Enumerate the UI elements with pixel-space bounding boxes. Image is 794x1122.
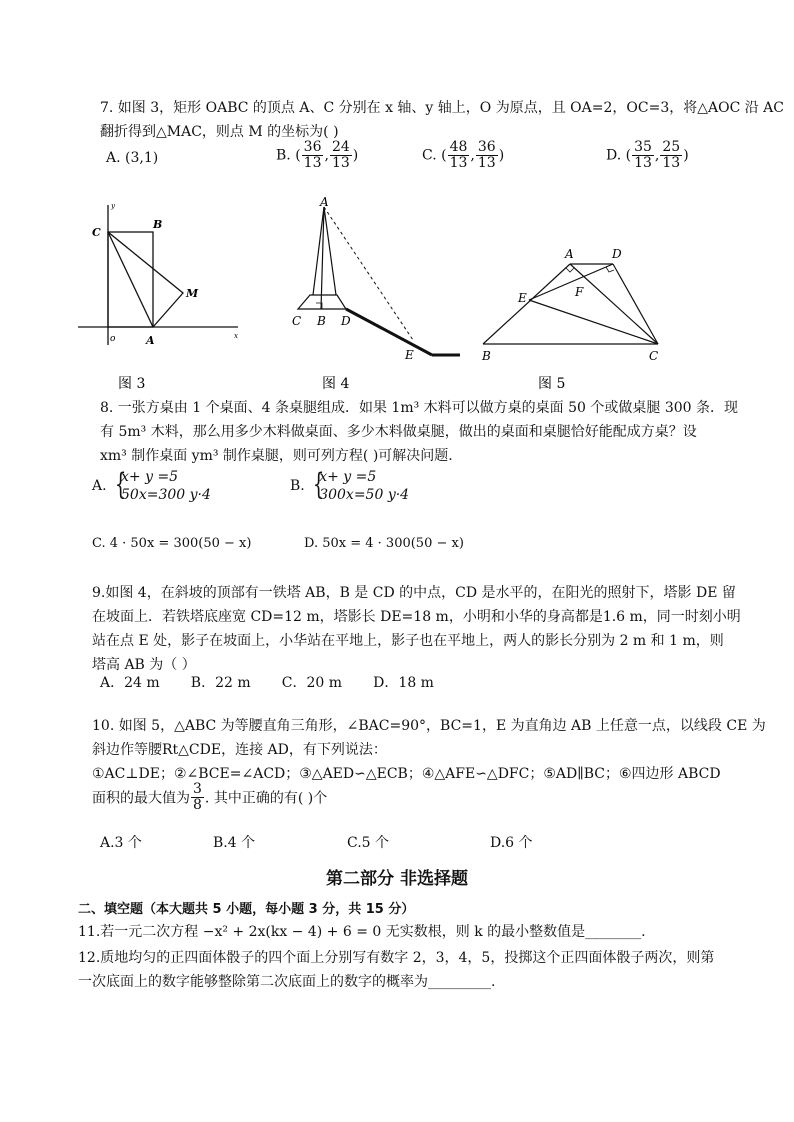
q8-line1: 8. 一张方桌由 1 个桌面、4 条桌腿组成．如果 1m³ 木料可以做方桌的桌面 50 个或做桌腿 300 条．现 <box>100 400 739 416</box>
section-fill-in-title: 二、填空题（本大题共 5 小题，每小题 3 分，共 15 分） <box>78 902 415 917</box>
q10-line4: 面积的最大值为 $\frac{3}{8}$ . 其中正确的有( )个 <box>92 781 328 813</box>
q7-option-a: A. (3,1) <box>106 150 159 166</box>
q12-line2: 一次底面上的数字能够整除第二次底面上的数字的概率为_________. <box>78 974 496 990</box>
fig5-label-e: E <box>518 291 527 305</box>
fig3-caption: 图 3 <box>118 376 146 392</box>
q10-option-c: C.5 个 <box>347 835 390 851</box>
q8-option-a-label: A. <box>92 478 107 494</box>
q7-c-frac1: $\frac{48}{13}$ <box>449 139 468 171</box>
fig5-label-c: C <box>649 349 659 363</box>
q10-line3: ①AC⊥DE；②∠BCE=∠ACD；③△AED∽△ECB；④△AFE∽△DFC；⑤AD∥BC；⑥四边形 ABCD <box>92 766 721 782</box>
q8-line2: 有 5m³ 木料，那么用多少木料做桌面、多少木料做桌腿，做出的桌面和桌腿恰好能配成方桌？设 <box>100 424 697 440</box>
fig4-label-e: E <box>405 348 414 362</box>
q11: 11.若一元二次方程 −x² + 2x(kx − 4) + 6 = 0 无实数根，则 k 的最小整数值是________. <box>78 924 646 940</box>
fig5-label-b: B <box>482 349 491 363</box>
q10-line2: 斜边作等腰Rt△CDE，连接 AD，有下列说法： <box>92 742 387 758</box>
q10-option-d: D.6 个 <box>490 835 533 851</box>
q7-option-d-label: D. ( <box>606 147 632 164</box>
fig5-right-angle-a <box>566 268 574 272</box>
q7-line1: 7. 如图 3，矩形 OABC 的顶点 A、C 分别在 x 轴、y 轴上，O 为原点，且 OA=2，OC=3，将△AOC 沿 AC <box>100 100 785 116</box>
q7-c-frac2: $\frac{36}{13}$ <box>477 139 496 171</box>
figures-row <box>0 190 794 392</box>
q9-line2: 在坡面上．若铁塔底座宽 CD=12 m，塔影长 DE=18 m，小明和小华的身高都是1.6 m，同一时刻小明 <box>92 609 741 625</box>
q10-option-a: A.3 个 <box>100 835 142 851</box>
q11-text: 11.若一元二次方程 −x² + 2x(kx − 4) + 6 = 0 无实数根，则 k 的最小整数值是 <box>78 924 586 940</box>
q7-option-b-label: B. ( <box>276 147 301 164</box>
brace-icon: { <box>114 467 127 502</box>
fig4-label-d: D <box>341 314 351 328</box>
fig4-tower-right <box>324 207 336 295</box>
fig3-label-o: o <box>110 334 116 344</box>
fig5-right-angle-d <box>606 267 614 272</box>
fig5-caption: 图 5 <box>538 376 566 392</box>
q7-option-d: D. ( $\frac{35}{13}$ , $\frac{25}{13}$ ) <box>606 139 689 171</box>
q8-option-c: C. 4 · 50x = 300(50 − x) <box>92 536 252 551</box>
q11-answer-blank[interactable]: ________ <box>585 924 642 940</box>
q7-d-frac2: $\frac{25}{13}$ <box>662 139 681 171</box>
q8-option-a-system: { x+ y =5 50x=300 y·4 <box>114 467 211 503</box>
q7-b-frac2: $\frac{24}{13}$ <box>331 139 350 171</box>
q8-option-b-system: { x+ y =5 300x=50 y·4 <box>313 467 410 503</box>
q9-options: A．24 m B．22 m C．20 m D．18 m <box>100 675 434 691</box>
figure-4 <box>298 207 460 355</box>
fig4-shadow-de <box>346 309 432 355</box>
fig3-diagonal-ac <box>108 232 153 327</box>
q9-line1: 9.如图 4，在斜坡的顶部有一铁塔 AB，B 是 CD 的中点，CD 是水平的，在阳光的照射下，塔影 DE 留 <box>92 585 736 601</box>
fig4-label-b: B <box>317 314 326 328</box>
q8-option-d: D. 50x = 4 · 300(50 − x) <box>304 536 464 551</box>
part2-title: 第二部分 非选择题 <box>326 869 468 889</box>
fig3-label-m: M <box>186 287 199 300</box>
q7-option-c-label: C. ( <box>422 147 447 164</box>
q10-option-b: B.4 个 <box>213 835 256 851</box>
q9-line3: 站在点 E 处，影子在坡面上，小华站在平地上，影子也在平地上，两人的影长分别为 2 m 和 1 m，则 <box>92 633 724 649</box>
q7-d-frac1: $\frac{35}{13}$ <box>634 139 652 171</box>
fig3-label-b: B <box>153 218 163 231</box>
fig5-segment-dc <box>613 264 658 344</box>
fig3-label-y: y <box>111 202 115 210</box>
figure-5 <box>483 264 658 344</box>
q7-line2: 翻折得到△MAC，则点 M 的坐标为( ) <box>100 124 339 140</box>
fig3-label-c: C <box>92 226 101 239</box>
fig5-side-ac <box>570 264 658 344</box>
q7-option-c: C. ( $\frac{48}{13}$ , $\frac{36}{13}$ ) <box>422 139 505 171</box>
fig5-label-a: A <box>565 247 574 261</box>
fig3-label-x: x <box>234 332 238 340</box>
q12-line1: 12.质地均匀的正四面体骰子的四个面上分别写有数字 2，3，4，5，投掷这个正四面体骰子两次，则第 <box>78 950 715 966</box>
q9-line4: 塔高 AB 为（ ） <box>92 657 196 673</box>
q7-option-b: B. ( $\frac{36}{13}$ , $\frac{24}{13}$ ) <box>276 139 359 171</box>
fig3-label-a: A <box>146 334 155 347</box>
q8-option-b <box>290 468 409 504</box>
fig5-segment-ec <box>529 300 658 344</box>
q8-option-a <box>92 468 211 504</box>
q8-option-b-label: B. <box>290 478 305 494</box>
q10-fraction: $\frac{3}{8}$ <box>193 781 202 813</box>
q12-text: 一次底面上的数字能够整除第二次底面上的数字的概率为 <box>78 974 428 990</box>
q10-line1: 10. 如图 5，△ABC 为等腰直角三角形，∠BAC=90°，BC=1，E 为直角边 AB 上任意一点，以线段 CE 为 <box>92 718 766 734</box>
fig5-segment-ed <box>529 264 613 300</box>
q12-answer-blank[interactable]: _________ <box>428 974 491 990</box>
q7-b-frac1: $\frac{36}{13}$ <box>303 139 322 171</box>
fig5-label-d: D <box>612 247 622 261</box>
brace-icon: { <box>313 467 325 502</box>
q8-line3: xm³ 制作桌面 ym³ 制作桌腿，则可列方程( )可解决问题. <box>100 448 453 464</box>
fig4-caption: 图 4 <box>322 376 350 392</box>
fig4-label-a: A <box>320 195 329 209</box>
fig5-label-f: F <box>575 285 584 299</box>
fig3-triangle-mac <box>108 232 183 327</box>
fig4-label-c: C <box>292 314 302 328</box>
